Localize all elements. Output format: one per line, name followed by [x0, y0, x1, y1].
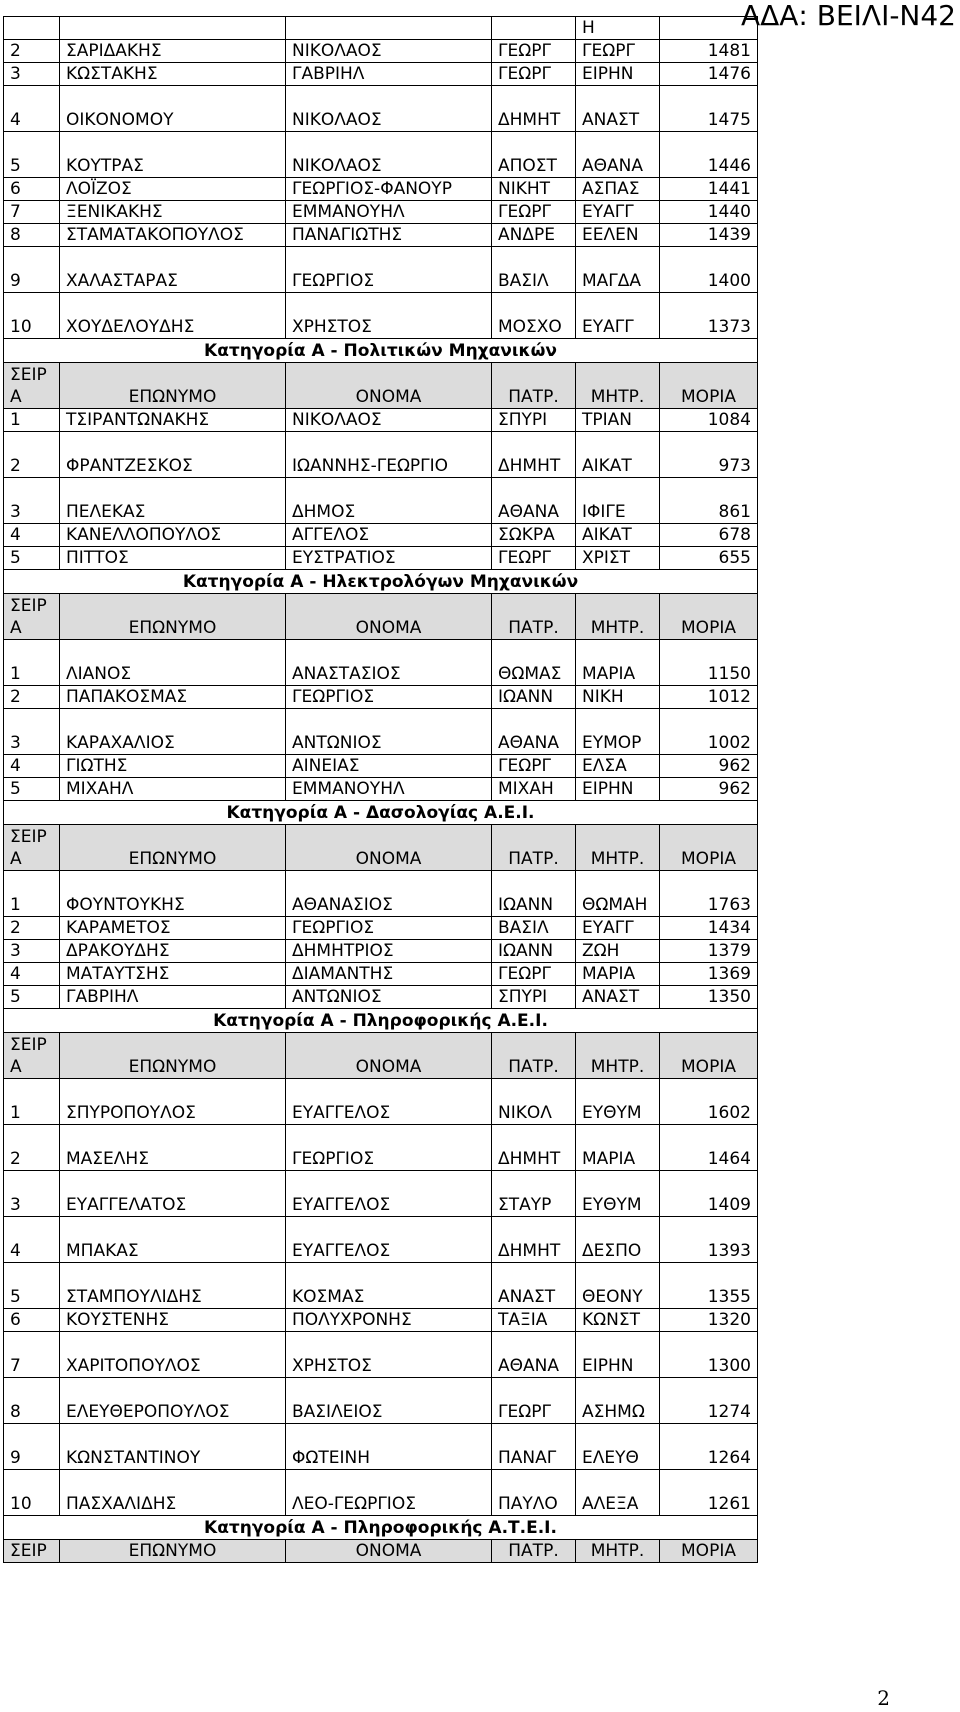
- first-name-cell: ΦΩΤΕΙΝΗ: [286, 1424, 492, 1470]
- row-number-cell: 9: [4, 1424, 60, 1470]
- surname-cell: ΠΙΤΤΟΣ: [60, 547, 286, 570]
- points-cell: 1400: [660, 247, 758, 293]
- points-cell: 1441: [660, 178, 758, 201]
- row-number-cell: 9: [4, 247, 60, 293]
- row-number-cell: 3: [4, 478, 60, 524]
- table-row: [4, 247, 758, 293]
- father-name-cell: ΣΤΑΥΡ: [492, 1171, 576, 1217]
- surname-cell: ΧΟΥΔΕΛΟΥΔΗΣ: [60, 293, 286, 339]
- father-name-cell: ΠΑΝΑΓ: [492, 1424, 576, 1470]
- table-row: [4, 917, 758, 940]
- father-name-cell: ΑΠΟΣΤ: [492, 132, 576, 178]
- father-name-cell: ΑΘΑΝΑ: [492, 709, 576, 755]
- first-name-cell: ΕΜΜΑΝΟΥΗΛ: [286, 778, 492, 801]
- mother-name-cell: ΤΡΙΑΝ: [576, 409, 660, 432]
- father-name-cell: ΣΠΥΡΙ: [492, 409, 576, 432]
- table-header-row: [4, 825, 758, 871]
- mother-name-cell: ΕΥΘΥΜ: [576, 1079, 660, 1125]
- column-header: ΣΕΙΡ: [4, 1540, 60, 1563]
- mother-name-cell: ΔΕΣΠΟ: [576, 1217, 660, 1263]
- table-row: [4, 871, 758, 917]
- column-header: ΠΑΤΡ.: [492, 1033, 576, 1079]
- table-row: [4, 940, 758, 963]
- surname-cell: ΦΡΑΝΤΖΕΣΚΟΣ: [60, 432, 286, 478]
- column-header: ΠΑΤΡ.: [492, 1540, 576, 1563]
- surname-cell: ΣΑΡΙΔΑΚΗΣ: [60, 40, 286, 63]
- table-row: [4, 478, 758, 524]
- first-name-cell: ΕΥΣΤΡΑΤΙΟΣ: [286, 547, 492, 570]
- father-name-cell: ΝΙΚΟΛ: [492, 1079, 576, 1125]
- mother-name-cell: ΑΙΚΑΤ: [576, 432, 660, 478]
- category-heading: [4, 1009, 758, 1033]
- mother-name-cell: ΜΑΡΙΑ: [576, 963, 660, 986]
- mother-name-cell: ΜΑΡΙΑ: [576, 640, 660, 686]
- points-cell: 678: [660, 524, 758, 547]
- surname-cell: ΠΑΣΧΑΛΙΔΗΣ: [60, 1470, 286, 1516]
- row-number-cell: 7: [4, 1332, 60, 1378]
- table-row: [4, 1378, 758, 1424]
- row-number-cell: 4: [4, 524, 60, 547]
- table-row: [4, 524, 758, 547]
- row-number-cell: 8: [4, 1378, 60, 1424]
- surname-cell: ΚΟΥΤΡΑΣ: [60, 132, 286, 178]
- father-name-cell: ΣΩΚΡΑ: [492, 524, 576, 547]
- father-name-cell: ΝΙΚΗΤ: [492, 178, 576, 201]
- father-name-cell: ΓΕΩΡΓ: [492, 963, 576, 986]
- row-number-cell: 3: [4, 1171, 60, 1217]
- table-row: [4, 778, 758, 801]
- mother-name-cell: ΘΩΜΑΗ: [576, 871, 660, 917]
- surname-cell: ΜΑΤΑΥΤΣΗΣ: [60, 963, 286, 986]
- father-name-cell: ΙΩΑΝΝ: [492, 940, 576, 963]
- father-name-cell: ΓΕΩΡΓ: [492, 63, 576, 86]
- mother-name-cell: ΕΥΑΓΓ: [576, 201, 660, 224]
- points-cell: 1084: [660, 409, 758, 432]
- table-header-row: [4, 1540, 758, 1563]
- table-row: [4, 963, 758, 986]
- surname-cell: ΜΙΧΑΗΛ: [60, 778, 286, 801]
- father-name-cell: ΓΕΩΡΓ: [492, 1378, 576, 1424]
- father-name-cell: ΑΘΑΝΑ: [492, 478, 576, 524]
- first-name-cell: ΓΕΩΡΓΙΟΣ: [286, 917, 492, 940]
- column-header: ΕΠΩΝΥΜΟ: [60, 1540, 286, 1563]
- mother-name-cell: ΕΥΑΓΓ: [576, 293, 660, 339]
- points-cell: 1434: [660, 917, 758, 940]
- surname-cell: ΞΕΝΙΚΑΚΗΣ: [60, 201, 286, 224]
- mother-name-cell: ΑΝΑΣΤ: [576, 86, 660, 132]
- surname-cell: ΔΡΑΚΟΥΔΗΣ: [60, 940, 286, 963]
- surname-cell: ΚΑΡΑΜΕΤΟΣ: [60, 917, 286, 940]
- surname-cell: ΟΙΚΟΝΟΜΟΥ: [60, 86, 286, 132]
- table-header-row: [4, 594, 758, 640]
- points-cell: 1602: [660, 1079, 758, 1125]
- mother-name-cell: ΘΕΟΝΥ: [576, 1263, 660, 1309]
- surname-cell: ΚΟΥΣΤΕΝΗΣ: [60, 1309, 286, 1332]
- category-title: Κατηγορία Α - Πολιτικών Μηχανικών: [4, 339, 758, 363]
- column-header: ΕΠΩΝΥΜΟ: [60, 1033, 286, 1079]
- first-name-cell: ΔΗΜΗΤΡΙΟΣ: [286, 940, 492, 963]
- column-header: ΣΕΙΡΑ: [4, 825, 60, 871]
- father-name-cell: ΠΑΥΛΟ: [492, 1470, 576, 1516]
- row-number-cell: 4: [4, 86, 60, 132]
- mother-name-cell: ΑΣΗΜΩ: [576, 1378, 660, 1424]
- row-number-cell: 5: [4, 1263, 60, 1309]
- surname-cell: ΕΥΑΓΓΕΛΑΤΟΣ: [60, 1171, 286, 1217]
- row-number-cell: 2: [4, 432, 60, 478]
- points-cell: 1002: [660, 709, 758, 755]
- points-cell: 1012: [660, 686, 758, 709]
- first-name-cell: ΧΡΗΣΤΟΣ: [286, 1332, 492, 1378]
- points-cell: 1350: [660, 986, 758, 1009]
- column-header: ΠΑΤΡ.: [492, 594, 576, 640]
- surname-cell: ΦΟΥΝΤΟΥΚΗΣ: [60, 871, 286, 917]
- mother-name-cell: ΕΥΘΥΜ: [576, 1171, 660, 1217]
- points-cell: 1481: [660, 40, 758, 63]
- first-name-cell: ΑΘΑΝΑΣΙΟΣ: [286, 871, 492, 917]
- father-name-cell: ΜΙΧΑΗ: [492, 778, 576, 801]
- table-row: [4, 1332, 758, 1378]
- father-name-cell: ΒΑΣΙΛ: [492, 917, 576, 940]
- mother-name-cell: ΕΙΡΗΝ: [576, 778, 660, 801]
- category-title: Κατηγορία Α - Δασολογίας Α.Ε.Ι.: [4, 801, 758, 825]
- father-name-cell: ΓΕΩΡΓ: [492, 40, 576, 63]
- surname-cell: ΜΠΑΚΑΣ: [60, 1217, 286, 1263]
- first-name-cell: ΛΕΟ-ΓΕΩΡΓΙΟΣ: [286, 1470, 492, 1516]
- table-header-row: [4, 1033, 758, 1079]
- table-row: [4, 1470, 758, 1516]
- row-number-cell: 3: [4, 63, 60, 86]
- first-name-cell: ΓΕΩΡΓΙΟΣ: [286, 1125, 492, 1171]
- points-cell: 1763: [660, 871, 758, 917]
- column-header: ΟΝΟΜΑ: [286, 594, 492, 640]
- mother-name-cell: ΑΙΚΑΤ: [576, 524, 660, 547]
- table-row: [4, 178, 758, 201]
- first-name-cell: ΝΙΚΟΛΑΟΣ: [286, 409, 492, 432]
- row-number-cell: 2: [4, 917, 60, 940]
- father-name-cell: ΔΗΜΗΤ: [492, 1217, 576, 1263]
- table-row: [4, 547, 758, 570]
- first-name-cell: ΠΟΛΥΧΡΟΝΗΣ: [286, 1309, 492, 1332]
- first-name-cell: ΓΕΩΡΓΙΟΣ: [286, 247, 492, 293]
- points-cell: 962: [660, 778, 758, 801]
- surname-cell: ΣΤΑΜΠΟΥΛΙΔΗΣ: [60, 1263, 286, 1309]
- row-number-cell: 4: [4, 963, 60, 986]
- table-row: [4, 432, 758, 478]
- column-header: ΟΝΟΜΑ: [286, 825, 492, 871]
- category-title: Κατηγορία Α - Πληροφορικής Α.Ε.Ι.: [4, 1009, 758, 1033]
- points-cell: 1476: [660, 63, 758, 86]
- surname-cell: ΓΑΒΡΙΗΛ: [60, 986, 286, 1009]
- table-row: [4, 1217, 758, 1263]
- row-number-cell: 6: [4, 178, 60, 201]
- row-number-cell: 5: [4, 778, 60, 801]
- points-cell: 1355: [660, 1263, 758, 1309]
- points-cell: [660, 17, 758, 40]
- first-name-cell: ΕΜΜΑΝΟΥΗΛ: [286, 201, 492, 224]
- father-name-cell: ΜΟΣΧΟ: [492, 293, 576, 339]
- father-name-cell: ΣΠΥΡΙ: [492, 986, 576, 1009]
- row-number-cell: 7: [4, 201, 60, 224]
- surname-cell: ΚΑΝΕΛΛΟΠΟΥΛΟΣ: [60, 524, 286, 547]
- row-number-cell: 1: [4, 640, 60, 686]
- points-cell: 973: [660, 432, 758, 478]
- father-name-cell: ΒΑΣΙΛ: [492, 247, 576, 293]
- mother-name-cell: ΖΩΗ: [576, 940, 660, 963]
- table-row: [4, 224, 758, 247]
- first-name-cell: ΓΑΒΡΙΗΛ: [286, 63, 492, 86]
- column-header: ΜΟΡΙΑ: [660, 363, 758, 409]
- table-row: [4, 755, 758, 778]
- first-name-cell: ΑΝΤΩΝΙΟΣ: [286, 986, 492, 1009]
- table-row: [4, 293, 758, 339]
- first-name-cell: ΕΥΑΓΓΕΛΟΣ: [286, 1079, 492, 1125]
- table-row: [4, 86, 758, 132]
- father-name-cell: ΓΕΩΡΓ: [492, 547, 576, 570]
- table-row: [4, 132, 758, 178]
- mother-name-cell: ΕΙΡΗΝ: [576, 1332, 660, 1378]
- mother-name-cell: ΕΕΛΕΝ: [576, 224, 660, 247]
- mother-name-cell: ΕΥΑΓΓ: [576, 917, 660, 940]
- table-row: [4, 1424, 758, 1470]
- mother-name-cell: ΕΙΡΗΝ: [576, 63, 660, 86]
- mother-name-cell: ΓΕΩΡΓ: [576, 40, 660, 63]
- table-header-row: [4, 363, 758, 409]
- column-header: ΜΗΤΡ.: [576, 1540, 660, 1563]
- table-row: [4, 640, 758, 686]
- surname-cell: ΕΛΕΥΘΕΡΟΠΟΥΛΟΣ: [60, 1378, 286, 1424]
- results-table: [3, 16, 758, 1563]
- category-heading: [4, 1516, 758, 1540]
- first-name-cell: ΙΩΑΝΝΗΣ-ΓΕΩΡΓΙΟ: [286, 432, 492, 478]
- surname-cell: ΤΣΙΡΑΝΤΩΝΑΚΗΣ: [60, 409, 286, 432]
- mother-name-cell: ΕΥΜΟΡ: [576, 709, 660, 755]
- points-cell: 1274: [660, 1378, 758, 1424]
- points-cell: 655: [660, 547, 758, 570]
- mother-name-cell: ΑΣΠΑΣ: [576, 178, 660, 201]
- row-number-cell: 3: [4, 940, 60, 963]
- points-cell: 1300: [660, 1332, 758, 1378]
- category-heading: [4, 570, 758, 594]
- row-number-cell: 2: [4, 40, 60, 63]
- column-header: ΕΠΩΝΥΜΟ: [60, 594, 286, 640]
- row-number-cell: 8: [4, 224, 60, 247]
- points-cell: 1320: [660, 1309, 758, 1332]
- table-row: [4, 201, 758, 224]
- father-name-cell: ΤΑΞΙΑ: [492, 1309, 576, 1332]
- father-name-cell: ΔΗΜΗΤ: [492, 432, 576, 478]
- first-name-cell: ΠΑΝΑΓΙΩΤΗΣ: [286, 224, 492, 247]
- father-name-cell: ΑΝΑΣΤ: [492, 1263, 576, 1309]
- page-number: 2: [877, 1686, 890, 1710]
- surname-cell: ΛΟΪΖΟΣ: [60, 178, 286, 201]
- table-row: [4, 409, 758, 432]
- points-cell: 1369: [660, 963, 758, 986]
- father-name-cell: ΘΩΜΑΣ: [492, 640, 576, 686]
- column-header: ΟΝΟΜΑ: [286, 1540, 492, 1563]
- table-row: [4, 1263, 758, 1309]
- surname-cell: [60, 17, 286, 40]
- table-row: [4, 17, 758, 40]
- first-name-cell: ΝΙΚΟΛΑΟΣ: [286, 40, 492, 63]
- category-title: Κατηγορία Α - Ηλεκτρολόγων Μηχανικών: [4, 570, 758, 594]
- first-name-cell: ΝΙΚΟΛΑΟΣ: [286, 86, 492, 132]
- points-cell: 861: [660, 478, 758, 524]
- column-header: ΜΗΤΡ.: [576, 363, 660, 409]
- mother-name-cell: Η: [576, 17, 660, 40]
- table-row: [4, 63, 758, 86]
- points-cell: 1393: [660, 1217, 758, 1263]
- points-cell: 1373: [660, 293, 758, 339]
- table-row: [4, 686, 758, 709]
- row-number-cell: 2: [4, 1125, 60, 1171]
- surname-cell: ΚΑΡΑΧΑΛΙΟΣ: [60, 709, 286, 755]
- surname-cell: ΠΑΠΑΚΟΣΜΑΣ: [60, 686, 286, 709]
- table-row: [4, 986, 758, 1009]
- father-name-cell: ΙΩΑΝΝ: [492, 686, 576, 709]
- table-row: [4, 1079, 758, 1125]
- mother-name-cell: ΕΛΣΑ: [576, 755, 660, 778]
- row-number-cell: 10: [4, 293, 60, 339]
- table-row: [4, 1125, 758, 1171]
- category-heading: [4, 801, 758, 825]
- points-cell: 1409: [660, 1171, 758, 1217]
- father-name-cell: [492, 17, 576, 40]
- first-name-cell: ΑΝΤΩΝΙΟΣ: [286, 709, 492, 755]
- table-row: [4, 1171, 758, 1217]
- mother-name-cell: ΑΘΑΝΑ: [576, 132, 660, 178]
- category-heading: [4, 339, 758, 363]
- column-header: ΟΝΟΜΑ: [286, 363, 492, 409]
- points-cell: 1264: [660, 1424, 758, 1470]
- father-name-cell: ΓΕΩΡΓ: [492, 755, 576, 778]
- surname-cell: ΠΕΛΕΚΑΣ: [60, 478, 286, 524]
- first-name-cell: ΕΥΑΓΓΕΛΟΣ: [286, 1217, 492, 1263]
- points-cell: 1150: [660, 640, 758, 686]
- points-cell: 1440: [660, 201, 758, 224]
- table-row: [4, 1309, 758, 1332]
- first-name-cell: ΓΕΩΡΓΙΟΣ-ΦΑΝΟΥΡ: [286, 178, 492, 201]
- row-number-cell: 6: [4, 1309, 60, 1332]
- column-header: ΕΠΩΝΥΜΟ: [60, 825, 286, 871]
- column-header: ΕΠΩΝΥΜΟ: [60, 363, 286, 409]
- mother-name-cell: ΑΛΕΞΑ: [576, 1470, 660, 1516]
- table-row: [4, 40, 758, 63]
- points-cell: 1379: [660, 940, 758, 963]
- column-header: ΜΟΡΙΑ: [660, 1033, 758, 1079]
- first-name-cell: ΓΕΩΡΓΙΟΣ: [286, 686, 492, 709]
- points-cell: 962: [660, 755, 758, 778]
- surname-cell: ΣΠΥΡΟΠΟΥΛΟΣ: [60, 1079, 286, 1125]
- first-name-cell: ΕΥΑΓΓΕΛΟΣ: [286, 1171, 492, 1217]
- row-number-cell: 5: [4, 547, 60, 570]
- surname-cell: ΚΩΝΣΤΑΝΤΙΝΟΥ: [60, 1424, 286, 1470]
- points-cell: 1475: [660, 86, 758, 132]
- row-number-cell: 2: [4, 686, 60, 709]
- column-header: ΜΗΤΡ.: [576, 1033, 660, 1079]
- ada-code: ΑΔΑ: ΒΕΙΛΙ-Ν42: [740, 0, 956, 32]
- column-header: ΠΑΤΡ.: [492, 363, 576, 409]
- first-name-cell: ΚΟΣΜΑΣ: [286, 1263, 492, 1309]
- mother-name-cell: ΙΦΙΓΕ: [576, 478, 660, 524]
- column-header: ΜΗΤΡ.: [576, 594, 660, 640]
- table-row: [4, 709, 758, 755]
- row-number-cell: 5: [4, 132, 60, 178]
- mother-name-cell: ΕΛΕΥΘ: [576, 1424, 660, 1470]
- father-name-cell: ΑΘΑΝΑ: [492, 1332, 576, 1378]
- column-header: ΣΕΙΡΑ: [4, 594, 60, 640]
- surname-cell: ΓΙΩΤΗΣ: [60, 755, 286, 778]
- column-header: ΣΕΙΡΑ: [4, 1033, 60, 1079]
- first-name-cell: ΒΑΣΙΛΕΙΟΣ: [286, 1378, 492, 1424]
- points-cell: 1464: [660, 1125, 758, 1171]
- points-cell: 1439: [660, 224, 758, 247]
- surname-cell: ΣΤΑΜΑΤΑΚΟΠΟΥΛΟΣ: [60, 224, 286, 247]
- row-number-cell: 1: [4, 871, 60, 917]
- first-name-cell: ΑΙΝΕΙΑΣ: [286, 755, 492, 778]
- first-name-cell: ΔΗΜΟΣ: [286, 478, 492, 524]
- row-number-cell: [4, 17, 60, 40]
- first-name-cell: [286, 17, 492, 40]
- mother-name-cell: ΧΡΙΣΤ: [576, 547, 660, 570]
- mother-name-cell: ΜΑΡΙΑ: [576, 1125, 660, 1171]
- row-number-cell: 10: [4, 1470, 60, 1516]
- row-number-cell: 4: [4, 755, 60, 778]
- father-name-cell: ΙΩΑΝΝ: [492, 871, 576, 917]
- father-name-cell: ΔΗΜΗΤ: [492, 86, 576, 132]
- mother-name-cell: ΚΩΝΣΤ: [576, 1309, 660, 1332]
- surname-cell: ΛΙΑΝΟΣ: [60, 640, 286, 686]
- row-number-cell: 5: [4, 986, 60, 1009]
- mother-name-cell: ΑΝΑΣΤ: [576, 986, 660, 1009]
- column-header: ΜΟΡΙΑ: [660, 1540, 758, 1563]
- first-name-cell: ΑΝΑΣΤΑΣΙΟΣ: [286, 640, 492, 686]
- surname-cell: ΧΑΡΙΤΟΠΟΥΛΟΣ: [60, 1332, 286, 1378]
- column-header: ΠΑΤΡ.: [492, 825, 576, 871]
- father-name-cell: ΑΝΔΡΕ: [492, 224, 576, 247]
- points-cell: 1261: [660, 1470, 758, 1516]
- column-header: ΜΟΡΙΑ: [660, 825, 758, 871]
- column-header: ΜΟΡΙΑ: [660, 594, 758, 640]
- surname-cell: ΜΑΣΕΛΗΣ: [60, 1125, 286, 1171]
- father-name-cell: ΓΕΩΡΓ: [492, 201, 576, 224]
- row-number-cell: 1: [4, 409, 60, 432]
- first-name-cell: ΔΙΑΜΑΝΤΗΣ: [286, 963, 492, 986]
- row-number-cell: 3: [4, 709, 60, 755]
- column-header: ΣΕΙΡΑ: [4, 363, 60, 409]
- surname-cell: ΧΑΛΑΣΤΑΡΑΣ: [60, 247, 286, 293]
- mother-name-cell: ΜΑΓΔΑ: [576, 247, 660, 293]
- first-name-cell: ΧΡΗΣΤΟΣ: [286, 293, 492, 339]
- first-name-cell: ΑΓΓΕΛΟΣ: [286, 524, 492, 547]
- column-header: ΜΗΤΡ.: [576, 825, 660, 871]
- first-name-cell: ΝΙΚΟΛΑΟΣ: [286, 132, 492, 178]
- category-title: Κατηγορία Α - Πληροφορικής Α.Τ.Ε.Ι.: [4, 1516, 758, 1540]
- surname-cell: ΚΩΣΤΑΚΗΣ: [60, 63, 286, 86]
- row-number-cell: 1: [4, 1079, 60, 1125]
- column-header: ΟΝΟΜΑ: [286, 1033, 492, 1079]
- row-number-cell: 4: [4, 1217, 60, 1263]
- mother-name-cell: ΝΙΚΗ: [576, 686, 660, 709]
- father-name-cell: ΔΗΜΗΤ: [492, 1125, 576, 1171]
- points-cell: 1446: [660, 132, 758, 178]
